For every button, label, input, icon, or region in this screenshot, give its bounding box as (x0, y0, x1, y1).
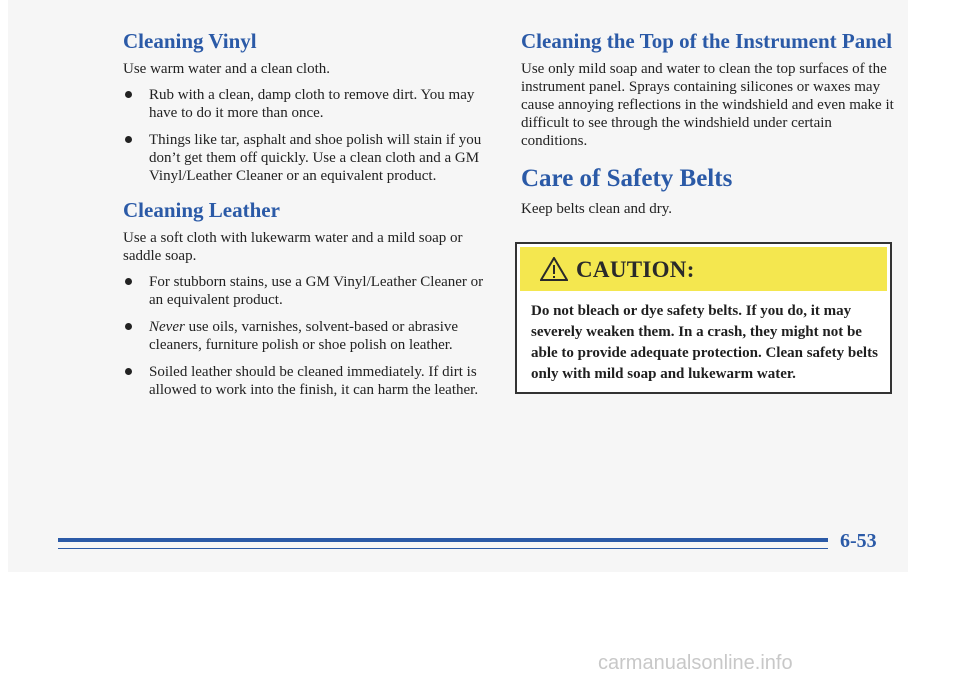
caution-title: CAUTION: (576, 257, 695, 282)
watermark-text: carmanualsonline.info (598, 652, 793, 674)
caution-box (515, 242, 892, 394)
safety-belts-text: Keep belts clean and dry. (521, 201, 673, 217)
list-item-text: use oils, varnishes, solvent-based or abrasive cleaners, furniture polish or shoe polish on leather. (149, 319, 459, 353)
list-item-text: Soiled leather should be cleaned immediately. If dirt is allowed to work into the finish, it can harm the leather. (149, 364, 479, 398)
cleaning-leather-list (123, 273, 493, 399)
list-item (123, 363, 493, 399)
page-number: 6-53 (840, 530, 877, 552)
never-emphasis: Never (149, 319, 185, 335)
cleaning-leather-intro: Use a soft cloth with lukewarm water and a mild soap or saddle soap. (123, 230, 463, 264)
manual-page (8, 0, 908, 572)
list-item-text: Things like tar, asphalt and shoe polish will stain if you don’t get them off quickly. Use a clean cloth and a GM Vinyl/Leather Cleaner or an equivalent product. (149, 132, 482, 184)
cleaning-vinyl-list (123, 86, 493, 185)
list-item (123, 86, 493, 122)
caution-text: Do not bleach or dye safety belts. If you do, it may severely weaken them. In a crash, they might not be able to provide adequate protection. Clean safety belts only with mild soap and lukewarm water. (531, 303, 878, 382)
caution-banner (520, 247, 887, 291)
cleaning-leather-heading: Cleaning Leather (123, 198, 280, 222)
list-item (123, 131, 493, 185)
cleaning-vinyl-intro: Use warm water and a clean cloth. (123, 61, 330, 77)
cleaning-vinyl-heading: Cleaning Vinyl (123, 29, 257, 53)
left-column (123, 28, 493, 399)
bullet-icon (125, 323, 132, 330)
safety-belts-heading: Care of Safety Belts (521, 165, 733, 192)
footer-rule-thick (58, 538, 828, 542)
warning-triangle-icon (540, 257, 568, 281)
instrument-panel-heading: Cleaning the Top of the Instrument Panel (521, 29, 893, 53)
footer-rule-thin (58, 548, 828, 549)
bullet-icon (125, 278, 132, 285)
right-column (521, 28, 896, 218)
list-item-text: For stubborn stains, use a GM Vinyl/Leather Cleaner or an equivalent product. (149, 274, 484, 308)
bullet-icon (125, 136, 132, 143)
bullet-icon (125, 368, 132, 375)
list-item-text: Rub with a clean, damp cloth to remove dirt. You may have to do it more than once. (149, 87, 475, 121)
instrument-panel-text: Use only mild soap and water to clean the top surfaces of the instrument panel. Sprays containing silicones or waxes may cause annoying reflections in the windshield and even make it difficult to see through the windshield under certain conditions. (521, 61, 894, 149)
list-item (123, 318, 493, 354)
list-item (123, 273, 493, 309)
bullet-icon (125, 91, 132, 98)
